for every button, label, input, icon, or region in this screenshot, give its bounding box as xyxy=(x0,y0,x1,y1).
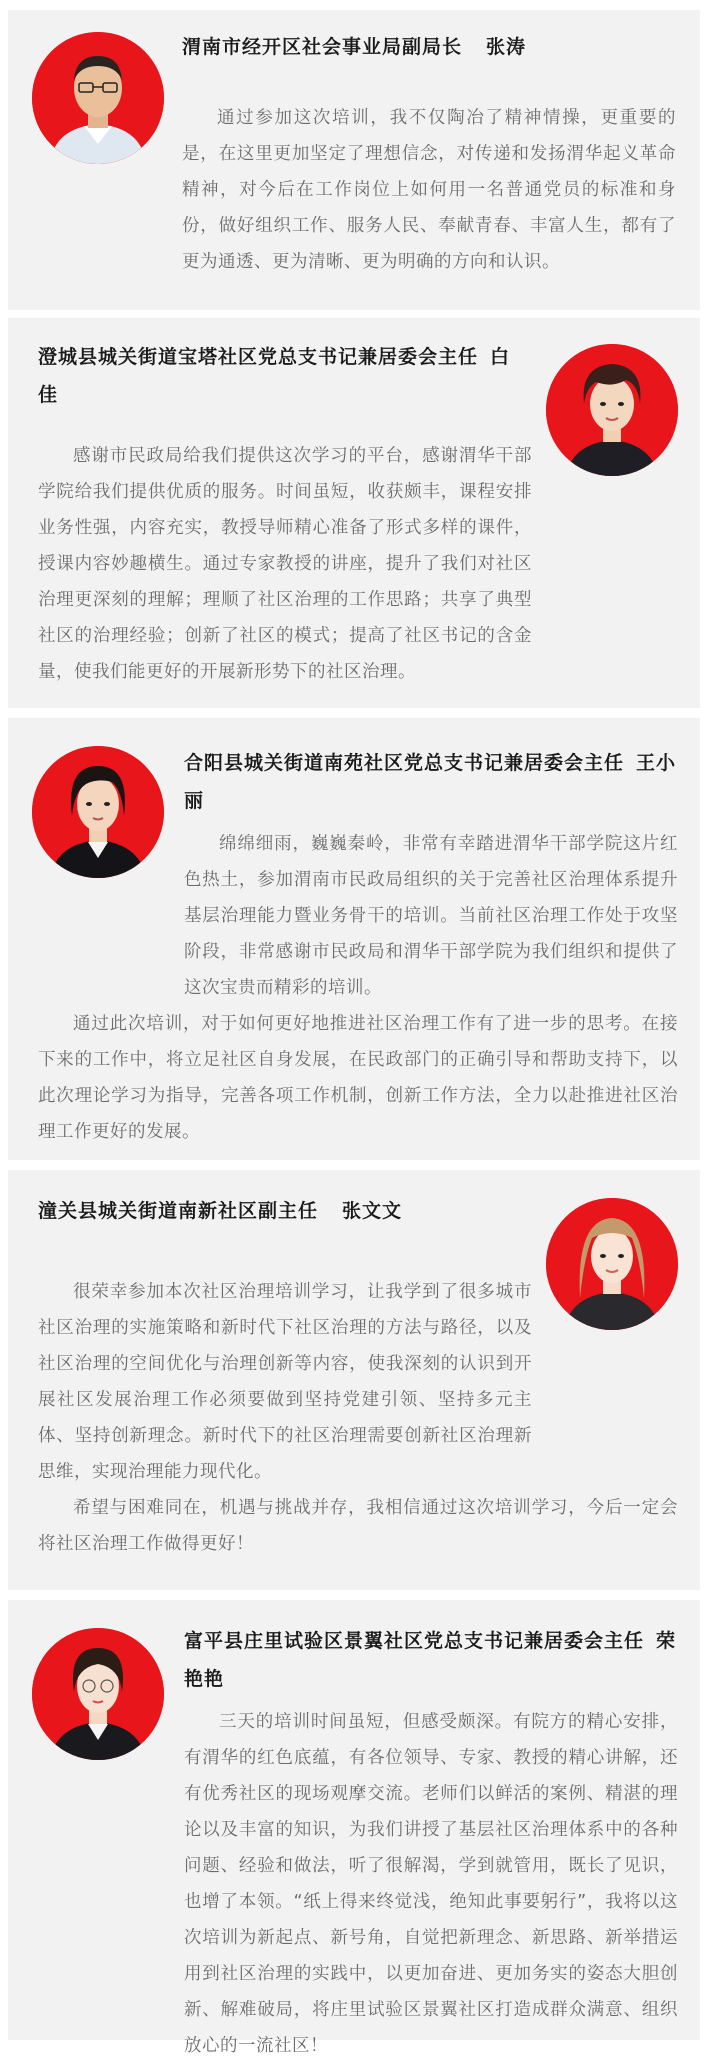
paragraph: 感谢市民政局给我们提供这次学习的平台，感谢渭华干部学院给我们提供优质的服务。时间虽短，收获颇丰，课程安排业务性强，内容充实，教授导师精心准备了形式多样的课件，授课内容妙趣横生。通过专家教授的讲座，提升了我们对社区治理更深刻的理解；理顺了社区治理的工作思路；共享了典型社区的治理经验；创新了社区的模式；提高了社区书记的含金量，使我们能更好的开展新形势下的社区治理。 xyxy=(38,446,532,682)
portrait-photo xyxy=(32,32,164,164)
card-title xyxy=(38,338,528,414)
testimonial-card-3 xyxy=(8,718,700,1160)
card-title xyxy=(38,1192,538,1230)
person-role: 富平县庄里试验区景翼社区党总支书记兼居委会主任 xyxy=(184,1630,645,1652)
portrait-photo xyxy=(546,344,678,476)
person-role: 渭南市经开区社会事业局副局长 xyxy=(182,36,463,58)
testimonial-card-2 xyxy=(8,318,700,708)
person-name: 张涛 xyxy=(486,36,527,58)
testimonial-text xyxy=(182,100,676,280)
paragraph: 绵绵细雨，巍巍秦岭，非常有幸踏进渭华干部学院这片红色热土，参加渭南市民政局组织的关于完善社区治理体系提升基层治理能力暨业务骨干的培训。当前社区治理工作处于攻坚阶段，非常感谢市民政局和渭华干部学院为我们组织和提供了这次宝贵而精彩的培训。 xyxy=(184,834,678,998)
testimonial-text xyxy=(38,438,538,690)
paragraph: 通过参加这次培训，我不仅陶冶了精神情操，更重要的是，在这里更加坚定了理想信念，对传递和发扬渭华起义革命精神，对今后在工作岗位上如何用一名普通党员的标准和身份，做好组织工作、服务人民、奉献青春、丰富人生，都有了更为通透、更为清晰、更为明确的方向和认识。 xyxy=(182,108,676,272)
paragraph: 很荣幸参加本次社区治理培训学习，让我学到了很多城市社区治理的实施策略和新时代下社区治理的方法与路径，以及社区治理的空间优化与治理创新等内容，使我深刻的认识到开展社区发展治理工作必须要做到坚持党建引领、坚持多元主体、坚持创新理念。新时代下的社区治理需要创新社区治理新思维，实现治理能力现代化。 xyxy=(38,1282,532,1482)
paragraph: 通过此次培训，对于如何更好地推进社区治理工作有了进一步的思考。在接下来的工作中，将立足社区自身发展，在民政部门的正确引导和帮助支持下，以此次理论学习为指导，完善各项工作机制，创新工作方法，全力以赴推进社区治理工作更好的发展。 xyxy=(38,1014,678,1142)
testimonial-card-1 xyxy=(8,10,700,310)
person-role: 合阳县城关街道南苑社区党总支书记兼居委会主任 xyxy=(184,752,625,774)
person-role: 澄城县城关街道宝塔社区党总支书记兼居委会主任 xyxy=(38,346,479,368)
card-title xyxy=(182,28,682,66)
person-name: 荣艳艳 xyxy=(184,1630,677,1690)
paragraph: 三天的培训时间虽短，但感受颇深。有院方的精心安排，有渭华的红色底蕴，有各位领导、专家、教授的精心讲解，还有优秀社区的现场观摩交流。老师们以鲜活的案例、精湛的理论以及丰富的知识，为我们讲授了基层社区治理体系中的各种问题、经验和做法，听了很解渴，学到就管用，既长了见识，也增了本领。“纸上得来终觉浅，绝知此事要躬行”，我将以这次培训为新起点、新号角，自觉把新理念、新思路、新举措运用到社区治理的实践中，以更加奋进、更加务实的姿态大胆创新、解难破局，将庄里试验区景翼社区打造成群众满意、组织放心的一流社区！ xyxy=(184,1712,678,2056)
person-role: 潼关县城关街道南新社区副主任 xyxy=(38,1200,319,1222)
testimonial-card-4 xyxy=(8,1170,700,1590)
testimonial-card-5 xyxy=(8,1600,700,2056)
person-name: 白佳 xyxy=(38,346,511,406)
person-name: 王小丽 xyxy=(184,752,677,812)
testimonial-text xyxy=(38,1274,678,1562)
card-title xyxy=(184,744,678,820)
testimonial-text xyxy=(38,1704,678,2064)
person-name: 张文文 xyxy=(342,1200,403,1222)
testimonial-text xyxy=(38,826,678,1150)
card-title xyxy=(184,1622,678,1698)
paragraph: 希望与困难同在，机遇与挑战并存，我相信通过这次培训学习，今后一定会将社区治理工作做得更好！ xyxy=(38,1498,678,1554)
